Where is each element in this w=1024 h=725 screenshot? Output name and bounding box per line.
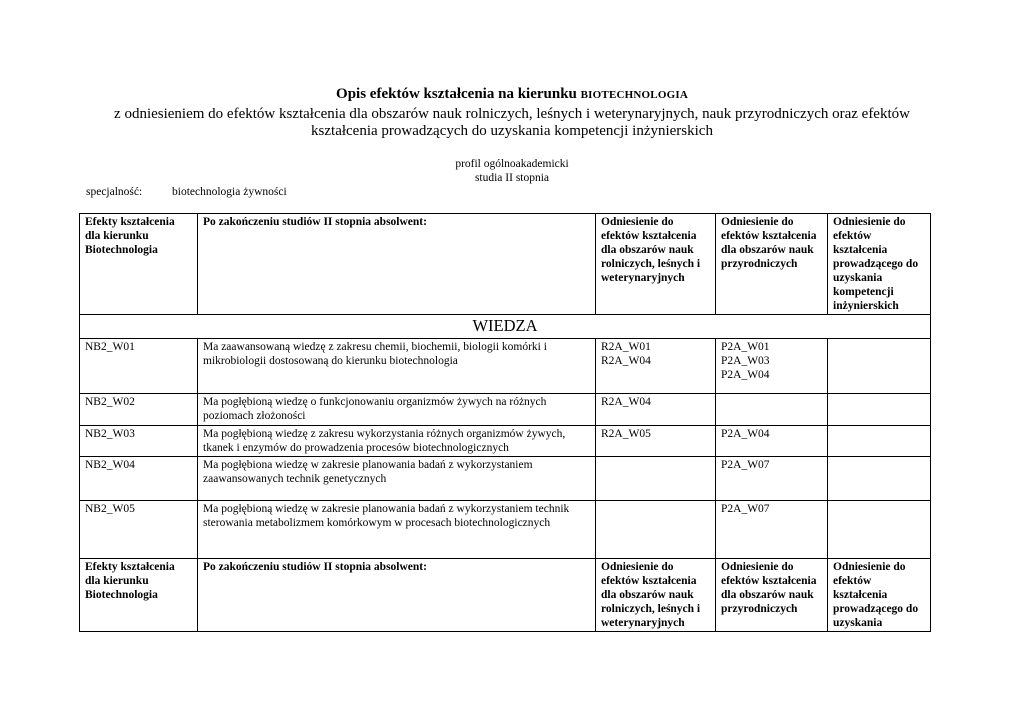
engineering-references bbox=[828, 426, 931, 457]
header-cell: Odniesienie do efektów kształcenia dla obszarów nauk przyrodniczych bbox=[716, 214, 828, 315]
header-cell: Po zakończeniu studiów II stopnia absolwent: bbox=[198, 559, 596, 632]
profile-block bbox=[0, 158, 1024, 185]
header-cell: Odniesienie do efektów kształcenia dla obszarów nauk przyrodniczych bbox=[716, 559, 828, 632]
header-cell: Efekty kształcenia dla kierunku Biotechnologia bbox=[80, 214, 198, 315]
agri-references bbox=[596, 426, 716, 457]
outcome-description: Ma pogłębioną wiedzę z zakresu wykorzystania różnych organizmów żywych, tkanek i enzymów do prowadzenia procesów biotechnologicznych bbox=[198, 426, 596, 457]
header-cell: Odniesienie do efektów kształcenia dla obszarów nauk rolniczych, leśnych i weterynaryjnych bbox=[596, 214, 716, 315]
specialty bbox=[86, 186, 287, 198]
agri-ref: R2A_W04 bbox=[601, 355, 651, 367]
specialty-label: specjalność: bbox=[86, 186, 143, 198]
outcome-description: Ma zaawansowaną wiedzę z zakresu chemii, biochemii, biologii komórki i mikrobiologii dostosowaną do kierunku biotechnologia bbox=[198, 339, 596, 394]
nature-ref: P2A_W04 bbox=[721, 369, 770, 381]
nature-references bbox=[716, 501, 828, 559]
study-level: studia II stopnia bbox=[474, 171, 550, 184]
document-title-main: Opis efektów kształcenia na kierunku bbox=[336, 86, 577, 102]
table-header-row-repeat bbox=[80, 559, 931, 632]
outcome-code: NB2_W03 bbox=[80, 426, 198, 457]
engineering-references bbox=[828, 501, 931, 559]
table-row bbox=[80, 339, 931, 394]
table-header-row bbox=[80, 214, 931, 315]
document-subtitle bbox=[0, 106, 1024, 140]
nature-references bbox=[716, 457, 828, 501]
engineering-references bbox=[828, 394, 931, 426]
engineering-references bbox=[828, 457, 931, 501]
nature-ref: P2A_W04 bbox=[721, 428, 770, 440]
section-row bbox=[80, 315, 931, 339]
profile-text: profil ogólnoakademicki bbox=[455, 158, 569, 170]
table-row bbox=[80, 501, 931, 559]
header-cell: Efekty kształcenia dla kierunku Biotechnologia bbox=[80, 559, 198, 632]
outcome-description: Ma pogłębiona wiedzę w zakresie planowania badań z wykorzystaniem zaawansowanych technik genetycznych bbox=[198, 457, 596, 501]
nature-ref: P2A_W07 bbox=[721, 459, 770, 471]
agri-ref: R2A_W01 bbox=[601, 341, 651, 353]
nature-references bbox=[716, 426, 828, 457]
nature-ref: P2A_W07 bbox=[721, 503, 770, 515]
document-title bbox=[0, 86, 1024, 103]
outcome-code: NB2_W04 bbox=[80, 457, 198, 501]
agri-references bbox=[596, 501, 716, 559]
nature-ref: P2A_W03 bbox=[721, 355, 770, 367]
header-cell: Odniesienie do efektów kształcenia dla obszarów nauk rolniczych, leśnych i weterynaryjnych bbox=[596, 559, 716, 632]
agri-references bbox=[596, 394, 716, 426]
agri-references bbox=[596, 339, 716, 394]
outcome-description: Ma pogłębioną wiedzę w zakresie planowania badań z wykorzystaniem technik sterowania metabolizmem komórkowym w procesach biotechnologicznych bbox=[198, 501, 596, 559]
field-name: BIOTECHNOLOGIA bbox=[580, 89, 688, 101]
nature-references bbox=[716, 339, 828, 394]
agri-references bbox=[596, 457, 716, 501]
header-cell: Po zakończeniu studiów II stopnia absolwent: bbox=[198, 214, 596, 315]
header-cell: Odniesienie do efektów kształcenia prowadzącego do uzyskania bbox=[828, 559, 931, 632]
learning-outcomes-table bbox=[79, 213, 931, 632]
subtitle-line-1: z odniesieniem do efektów kształcenia dla obszarów nauk rolniczych, leśnych i weterynaryjnych, nauk przyrodniczych oraz efektów bbox=[114, 106, 910, 122]
outcome-code: NB2_W01 bbox=[80, 339, 198, 394]
outcome-description: Ma pogłębioną wiedzę o funkcjonowaniu organizmów żywych na różnych poziomach złożoności bbox=[198, 394, 596, 426]
agri-ref: R2A_W04 bbox=[601, 396, 651, 408]
table-row bbox=[80, 394, 931, 426]
table-row bbox=[80, 457, 931, 501]
section-title: WIEDZA bbox=[80, 315, 931, 339]
outcome-code: NB2_W05 bbox=[80, 501, 198, 559]
nature-ref: P2A_W01 bbox=[721, 341, 770, 353]
engineering-references bbox=[828, 339, 931, 394]
table-row bbox=[80, 426, 931, 457]
header-cell: Odniesienie do efektów kształcenia prowadzącego do uzyskania kompetencji inżynierskich bbox=[828, 214, 931, 315]
outcome-code: NB2_W02 bbox=[80, 394, 198, 426]
subtitle-line-2: kształcenia prowadzących do uzyskania kompetencji inżynierskich bbox=[311, 123, 713, 139]
specialty-value: biotechnologia żywności bbox=[172, 186, 287, 198]
nature-references bbox=[716, 394, 828, 426]
agri-ref: R2A_W05 bbox=[601, 428, 651, 440]
